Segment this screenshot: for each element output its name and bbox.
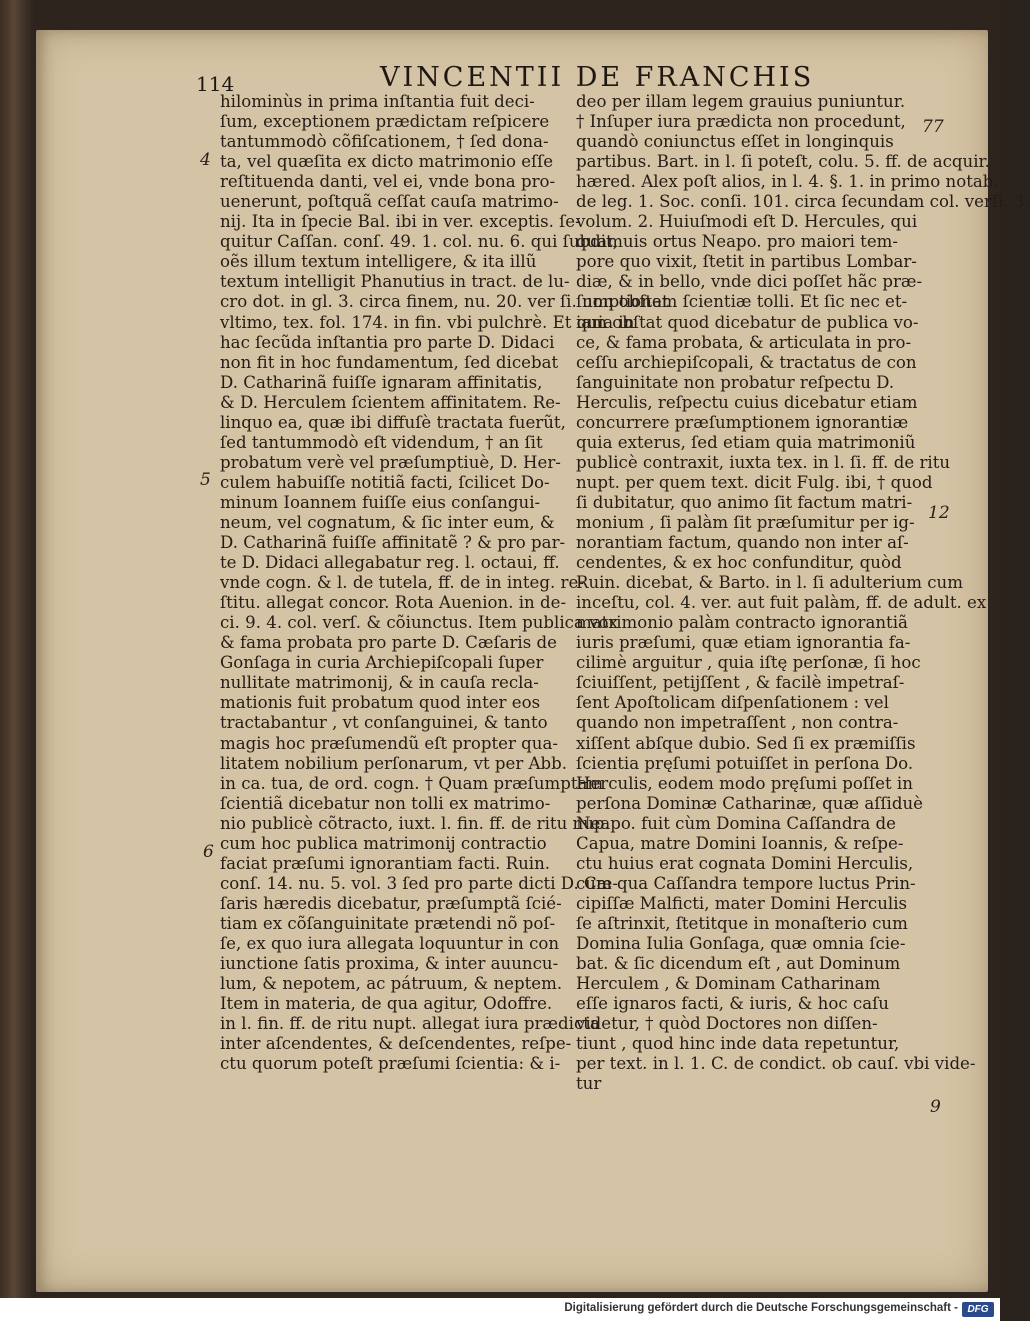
margin-number: 12 xyxy=(928,503,950,523)
text-line: & fama probata pro parte D. Cæſaris de xyxy=(220,633,557,653)
margin-number: 9 xyxy=(930,1097,941,1117)
text-line: pore quo vixit, ſtetit in partibus Lombar- xyxy=(576,252,917,272)
margin-number: 4 xyxy=(200,150,211,170)
text-line: D. Catharinã fuiſſe ignaram affinitatis, xyxy=(220,372,543,392)
text-line: magis hoc præſumendũ eſt propter qua- xyxy=(220,733,558,753)
text-line: Item in materia, de qua agitur, Odoffre. xyxy=(220,994,553,1014)
text-line: perſona Dominæ Catharinæ, quæ aſſiduè xyxy=(576,793,923,813)
dfg-logo-icon: DFG xyxy=(962,1302,994,1317)
text-line: hac ſecũda inſtantia pro parte D. Didaci xyxy=(220,332,555,352)
text-line: iam obſtat quod dicebatur de publica vo- xyxy=(576,312,919,332)
text-line: inter aſcendentes, & deſcendentes, reſpe- xyxy=(220,1034,572,1054)
text-line: cipiſſæ Malficti, mater Domini Herculis xyxy=(576,893,908,913)
text-line: cum qua Caſſandra tempore luctus Prin- xyxy=(576,873,916,893)
text-line: deo per illam legem grauius puniuntur. xyxy=(576,92,906,111)
text-line: minum Ioannem fuiſſe eius conſangui- xyxy=(220,492,541,512)
text-line: ta, vel quæſita ex dicto matrimonio eſſe xyxy=(220,152,554,172)
text-line: diæ, & in bello, vnde dici poſſet hãc præ- xyxy=(576,272,923,292)
text-line: conſ. 14. nu. 5. vol. 3 ſed pro parte dicti D. Cæ- xyxy=(220,873,618,893)
text-line: cendentes, & ex hoc confunditur, quòd xyxy=(576,553,902,573)
footer-credit: Digitalisierung gefördert durch die Deutsche Forschungsgemeinschaft - xyxy=(564,1302,958,1314)
text-line: cro dot. in gl. 3. circa finem, nu. 20. ver ſi. non obſtat xyxy=(220,292,669,312)
text-line: probatum verè vel præſumptiuè, D. Her- xyxy=(220,452,561,472)
text-line: tiam ex cõſanguinitate prætendi nõ poſ- xyxy=(220,913,556,933)
text-line: textum intelligit Phanutius in tract. de lu- xyxy=(220,272,570,292)
text-line: volum. 2. Huiuſmodi eſt D. Hercules, qui xyxy=(576,212,918,232)
text-line: ſcientia pręſumi potuiſſet in perſona Do. xyxy=(576,753,914,773)
text-line: iuris præſumi, quæ etiam ignorantia fa- xyxy=(576,633,911,653)
text-line: ctu quorum poteſt præſumi ſcientia: & i- xyxy=(220,1054,561,1074)
left-text-column xyxy=(220,92,669,1074)
text-line: Gonſaga in curia Archiepiſcopali ſuper xyxy=(220,653,544,673)
text-line: ſi dubitatur, quo animo ſit factum matri- xyxy=(576,492,913,512)
margin-number: 5 xyxy=(200,470,211,490)
text-line: ci. 9. 4. col. verſ. & cõiunctus. Item publica vox xyxy=(220,613,618,633)
text-line: faciat præſumi ignorantiam facti. Ruin. xyxy=(220,853,551,873)
margin-number: 77 xyxy=(922,117,944,137)
text-line: ſed tantummodò eſt videndum, † an ſit xyxy=(220,432,543,452)
text-line: videtur, † quòd Doctores non diſſen- xyxy=(576,1014,878,1034)
text-line: ſumptionem ſcientiæ tolli. Et ſic nec et- xyxy=(576,292,908,312)
text-line: nupt. per quem text. dicit Fulg. ibi, † quod xyxy=(576,472,933,492)
text-line: nij. Ita in ſpecie Bal. ibi in ver. exceptis. ſe- xyxy=(220,212,581,232)
text-line: de leg. 1. Soc. conſi. 101. circa ſecundam col. verſi. 3. xyxy=(576,192,1030,212)
text-line: tur xyxy=(576,1074,602,1094)
text-line: vnde cogn. & l. de tutela, ff. de in integ. re- xyxy=(220,573,584,593)
text-line: neum, vel cognatum, & ſic inter eum, & xyxy=(220,512,555,532)
text-line: ſum, exceptionem prædictam reſpicere xyxy=(220,112,550,132)
text-line: ceſſu archiepiſcopali, & tractatus de con xyxy=(576,352,917,372)
text-line: ſaris hæredis dicebatur, præſumptã ſcié- xyxy=(220,893,562,913)
text-line: Herculis, eodem modo pręſumi poſſet in xyxy=(576,773,913,793)
text-line: oẽs illum textum intelligere, & ita illũ xyxy=(220,252,537,272)
text-line: Herculis, reſpectu cuius dicebatur etiam xyxy=(576,392,918,412)
text-line: te D. Didaci allegabatur reg. l. octaui, ff. xyxy=(220,553,560,573)
text-line: culem habuiſſe notitiã facti, ſcilicet Do- xyxy=(220,472,550,492)
text-line: ſcientiã dicebatur non tolli ex matrimo- xyxy=(220,793,551,813)
text-line: hilominùs in prima inſtantia fuit deci- xyxy=(220,92,535,111)
text-line: hæred. Alex poſt alios, in l. 4. §. 1. in primo notab. xyxy=(576,172,999,192)
text-line: mationis fuit probatum quod inter eos xyxy=(220,693,541,713)
text-line: cilimè arguitur , quia iſtę perſonæ, ſi hoc xyxy=(576,653,921,673)
text-line: eſſe ignaros facti, & iuris, & hoc caſu xyxy=(576,994,889,1014)
text-line: Domina Iulia Gonſaga, quæ omnia ſcie- xyxy=(576,933,906,953)
text-line: partibus. Bart. in l. ſi poteſt, colu. 5. ff. de acquir. xyxy=(576,152,990,172)
text-line: bat. & ſic dicendum eſt , aut Dominum xyxy=(576,954,901,974)
text-line: tantummodò cõfiſcationem, † ſed dona- xyxy=(220,132,549,152)
text-line: nio publicè cõtracto, iuxt. l. fin. ff. de ritu nup. xyxy=(220,813,610,833)
text-line: Capua, matre Domini Ioannis, & reſpe- xyxy=(576,833,904,853)
text-line: ſanguinitate non probatur reſpectu D. xyxy=(576,372,895,392)
text-line: vltimo, tex. fol. 174. in fin. vbi pulchrè. Et quia in xyxy=(220,312,635,332)
text-line: publicè contraxit, iuxta tex. in l. ſi. ff. de ritu xyxy=(576,452,951,472)
running-title: VINCENTII DE FRANCHIS xyxy=(380,62,815,93)
text-line: Neapo. fuit cùm Domina Caſſandra de xyxy=(576,813,896,833)
text-line: D. Catharinã fuiſſe affinitatẽ ? & pro par- xyxy=(220,533,566,553)
text-line: matrimonio palàm contracto ignorantiã xyxy=(576,613,908,633)
text-line: & D. Herculem ſcientem affinitatem. Re- xyxy=(220,392,561,412)
text-line: in l. fin. ff. de ritu nupt. allegat iura prædicta xyxy=(220,1014,600,1034)
text-line: quitur Caſſan. conſ. 49. 1. col. nu. 6. qui ſubdit, xyxy=(220,232,618,252)
text-line: linquo ea, quæ ibi diffuſè tractata fuerũt, xyxy=(220,412,566,432)
text-line: ſe, ex quo iura allegata loquuntur in con xyxy=(220,933,560,953)
text-line: norantiam factum, quando non inter aſ- xyxy=(576,533,909,553)
text-line: nullitate matrimonij, & in cauſa recla- xyxy=(220,673,539,693)
text-line: monium , ſi palàm ſit præſumitur per ig- xyxy=(576,512,915,532)
text-line: lum, & nepotem, ac pátruum, & neptem. xyxy=(220,974,563,994)
text-line: tractabantur , vt conſanguinei, & tanto xyxy=(220,713,548,733)
text-line: Herculem , & Dominam Catharinam xyxy=(576,974,881,994)
text-line: tiunt , quod hinc inde data repetuntur, xyxy=(576,1034,900,1054)
text-line: cum hoc publica matrimonij contractio xyxy=(220,833,547,853)
text-line: concurrere præſumptionem ignorantiæ xyxy=(576,412,909,432)
text-line: quandò coniunctus eſſet in longinquis xyxy=(576,132,894,152)
footer-bar xyxy=(0,1298,1000,1321)
text-line: uenerunt, poſtquã ceſſat cauſa matrimo- xyxy=(220,192,559,212)
text-line: per text. in l. 1. C. de condict. ob cauſ. vbi vide- xyxy=(576,1054,976,1074)
text-line: ce, & fama probata, & articulata in pro- xyxy=(576,332,912,352)
margin-number: 6 xyxy=(203,842,214,862)
text-line: inceſtu, col. 4. ver. aut fuit palàm, ff. de adult. ex xyxy=(576,593,987,613)
text-line: ſent Apoſtolicam diſpenſationem : vel xyxy=(576,693,889,713)
text-line: ſtitu. allegat concor. Rota Auenion. in de- xyxy=(220,593,567,613)
page-number: 114 xyxy=(196,72,235,96)
text-line: ſe aſtrinxit, ſtetitque in monaſterio cum xyxy=(576,913,908,933)
text-line: Ruin. dicebat, & Barto. in l. ſi adulterium cum xyxy=(576,573,963,593)
text-line: ſciuiſſent, petijſſent , & facilè impetraſ- xyxy=(576,673,905,693)
text-line: non fit in hoc fundamentum, ſed dicebat xyxy=(220,352,559,372)
text-line: litatem nobilium perſonarum, vt per Abb. xyxy=(220,753,568,773)
text-line: † Inſuper iura prædicta non procedunt, xyxy=(576,112,906,132)
text-line: quamuis ortus Neapo. pro maiori tem- xyxy=(576,232,898,252)
text-line: quando non impetraſſent , non contra- xyxy=(576,713,899,733)
text-line: ctu huius erat cognata Domini Herculis, xyxy=(576,853,914,873)
text-line: in ca. tua, de ord. cogn. † Quam præſumptam xyxy=(220,773,604,793)
text-line: quia exterus, ſed etiam quia matrimoniũ xyxy=(576,432,916,452)
text-line: iunctione ſatis proxima, & inter auuncu- xyxy=(220,954,559,974)
text-line: xiſſent abſque dubio. Sed ſi ex præmiſſis xyxy=(576,733,916,753)
text-line: reſtituenda danti, vel ei, vnde bona pro- xyxy=(220,172,556,192)
